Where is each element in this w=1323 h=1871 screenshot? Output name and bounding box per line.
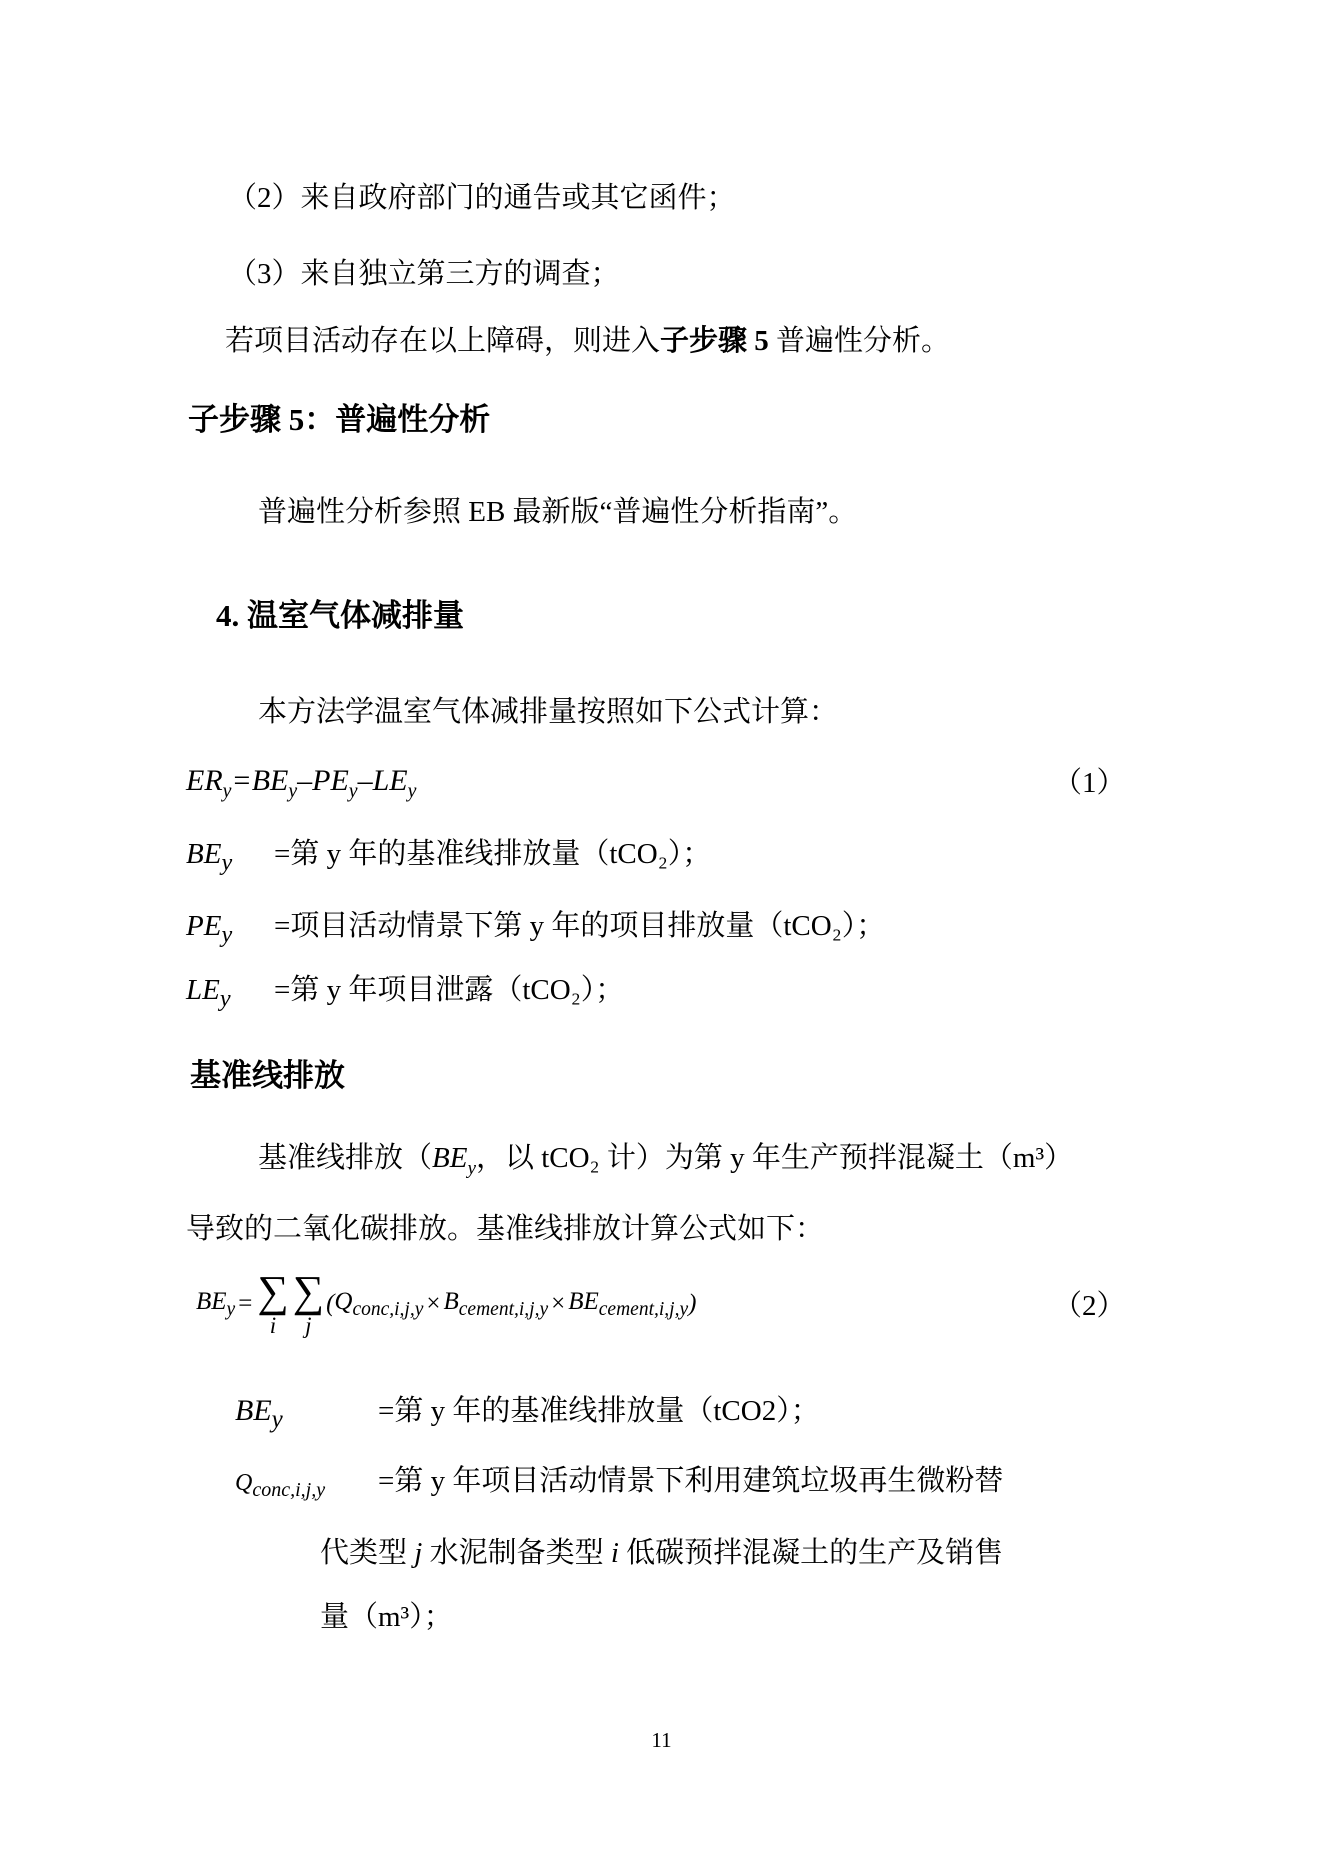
- definition-term: [235, 1391, 378, 1437]
- formula-2-times2: ×: [551, 1290, 566, 1318]
- wrap-text-mid: 水泥制备类型: [422, 1537, 611, 1569]
- definition-row-le: [186, 972, 624, 1014]
- baseline-var-base: BE: [432, 1142, 468, 1174]
- section4-heading: 4. 温室气体减排量: [216, 598, 464, 633]
- section4-intro: 本方法学温室气体减排量按照如下公式计算：: [258, 696, 839, 728]
- formula-1-term-pe: PE: [312, 764, 349, 797]
- formula-2-equals: =: [238, 1290, 253, 1318]
- barrier-text-bold: 子步骤 5: [660, 325, 769, 357]
- list-item-2: （2）来自政府部门的通告或其它函件；: [228, 182, 736, 214]
- formula-1-number: （1）: [1053, 767, 1126, 799]
- baseline-para-var: [432, 1142, 476, 1179]
- definition-term-base: LE: [186, 974, 220, 1006]
- barrier-text-post: 普遍性分析。: [768, 325, 951, 357]
- baseline-para-post: ，以 tCO₂ 计）为第 y 年生产预拌混凝土（m³）: [475, 1142, 1074, 1174]
- substep5-heading: 子步骤 5：普遍性分析: [188, 402, 491, 437]
- formula-2-times1: ×: [426, 1290, 441, 1318]
- wrap-text-pre: 代类型: [320, 1537, 415, 1569]
- sigma-sum-j: [292, 1267, 325, 1338]
- formula-1-term-be: BE: [251, 764, 289, 797]
- formula-2-q-base: Q: [334, 1287, 353, 1315]
- formula-1-op-minus1: –: [297, 764, 313, 797]
- list-item-3: （3）来自独立第三方的调查；: [228, 258, 620, 290]
- definition-text: =项目活动情景下第 y 年的项目排放量（tCO₂）；: [274, 910, 886, 942]
- formula-1-sub-pe: y: [348, 780, 358, 802]
- formula-2-be-base: BE: [568, 1287, 599, 1315]
- definition-term-sub: y: [221, 920, 233, 948]
- sigma-sum-i: [257, 1267, 289, 1338]
- definition-text: =第 y 年的基准线排放量（tCO2）；: [378, 1395, 820, 1427]
- formula-1-op-minus2: –: [357, 764, 373, 797]
- definition-row-qconc: [235, 1463, 1003, 1503]
- formula-2-lhs-sub: y: [226, 1298, 236, 1320]
- barrier-paragraph: [225, 323, 950, 361]
- sigma-index-i: i: [269, 1312, 277, 1338]
- definition-term: [186, 836, 274, 878]
- definition-term-base: BE: [186, 838, 222, 870]
- formula-2-lhs-base: BE: [196, 1287, 227, 1315]
- formula-2-be-term: [568, 1288, 688, 1321]
- page-number: 11: [651, 1728, 672, 1752]
- wrap-text-post: 低碳预拌混凝土的生产及销售: [618, 1537, 1004, 1569]
- sigma-icon: ∑: [257, 1267, 289, 1316]
- definition-term-sub: y: [219, 984, 231, 1012]
- definition-text: =第 y 年项目泄露（tCO₂）；: [274, 974, 625, 1006]
- definition-term-base: PE: [186, 910, 222, 942]
- formula-2-close-paren: ): [688, 1290, 697, 1318]
- definition-term-sub: y: [271, 1406, 283, 1433]
- baseline-para-pre: 基准线排放（: [258, 1142, 433, 1174]
- formula-1-sub-be: y: [288, 780, 298, 802]
- definition-term-base: Q: [235, 1470, 253, 1496]
- formula-1-term-le: LE: [372, 764, 408, 797]
- sigma-index-j: j: [305, 1312, 312, 1338]
- formula-2-number: （2）: [1053, 1290, 1126, 1322]
- definition-text: =第 y 年的基准线排放量（tCO₂）；: [274, 838, 712, 870]
- formula-2-b-base: B: [443, 1287, 459, 1315]
- formula-1-sub-le: y: [407, 780, 417, 802]
- formula-1: [186, 761, 416, 805]
- formula-2-q-sub: conc,i,j,y: [352, 1298, 424, 1320]
- substep5-body: 普遍性分析参照 EB 最新版“普遍性分析指南”。: [258, 496, 858, 528]
- definition-term: [186, 972, 274, 1014]
- formula-2-b-term: [444, 1288, 549, 1321]
- formula-2-lhs: [196, 1288, 235, 1321]
- definition-row-be: [186, 836, 711, 878]
- definition-term: [235, 1468, 378, 1503]
- variable-i: i: [610, 1537, 619, 1569]
- definition-term-base: BE: [235, 1394, 272, 1427]
- sigma-icon: ∑: [292, 1267, 325, 1316]
- baseline-heading: 基准线排放: [190, 1058, 345, 1093]
- definition-row-pe: [186, 908, 885, 950]
- formula-2-be-sub: cement,i,j,y: [598, 1298, 689, 1320]
- formula-1-op-eq: =: [231, 764, 252, 797]
- formula-2-q-term: [334, 1288, 423, 1321]
- formula-2: [196, 1267, 697, 1338]
- definition-term-sub: conc,i,j,y: [252, 1478, 326, 1501]
- definition-text: =第 y 年项目活动情景下利用建筑垃圾再生微粉替: [378, 1465, 1004, 1497]
- definition-row-be2: [235, 1391, 820, 1437]
- baseline-paragraph-line1: [258, 1140, 1073, 1182]
- baseline-var-sub: y: [467, 1157, 476, 1179]
- formula-2-open-paren: (: [326, 1290, 335, 1318]
- definition-wrap-line1: [320, 1535, 1003, 1573]
- barrier-text-pre: 若项目活动存在以上障碍，则进入: [225, 325, 661, 357]
- formula-2-b-sub: cement,i,j,y: [458, 1298, 549, 1320]
- variable-j: j: [414, 1537, 423, 1569]
- definition-term: [186, 908, 274, 950]
- formula-1-sub-er: y: [222, 780, 232, 802]
- definition-term-sub: y: [221, 848, 233, 876]
- formula-1-term-er: ER: [186, 764, 223, 797]
- definition-wrap-line2: 量（m³）；: [320, 1601, 453, 1633]
- baseline-paragraph-line2: 导致的二氧化碳排放。基准线排放计算公式如下：: [186, 1213, 825, 1245]
